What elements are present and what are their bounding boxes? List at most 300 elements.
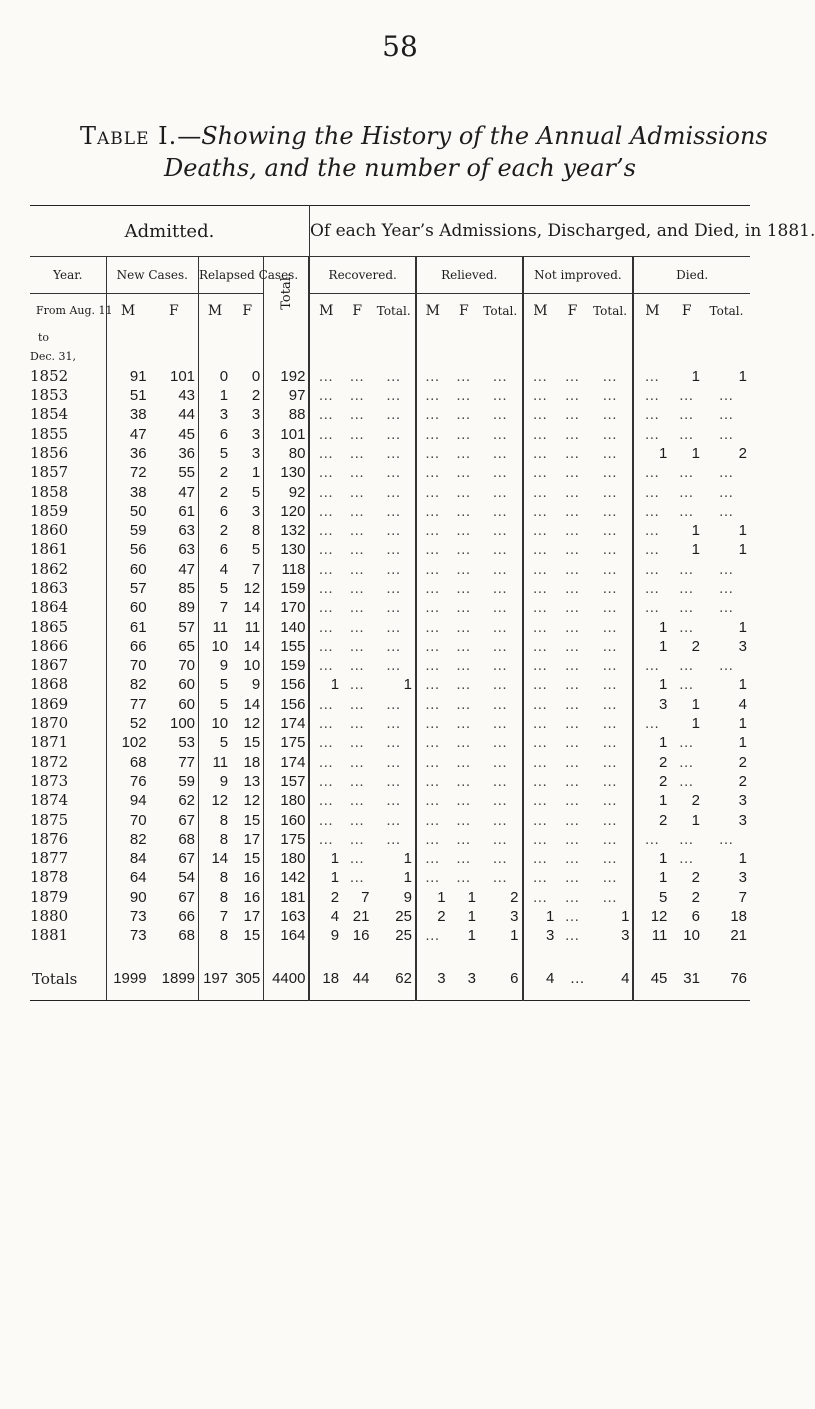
cell-total-admitted: 159 bbox=[264, 656, 310, 675]
page-number: 58 bbox=[382, 30, 418, 63]
cell-new-m: 68 bbox=[106, 753, 149, 772]
cell-new-f: 70 bbox=[178, 657, 196, 675]
table-row bbox=[30, 849, 750, 868]
cell-died-m: … bbox=[633, 502, 670, 521]
cell-year: 1872 bbox=[30, 752, 69, 771]
cell-relapsed-f: 7 bbox=[251, 560, 261, 578]
cell-relapsed-m: 8 bbox=[199, 830, 232, 849]
table-label: Table I. bbox=[80, 122, 178, 150]
cell-recovered-total: … bbox=[385, 830, 402, 848]
cell-relapsed-f: 11 bbox=[244, 618, 261, 636]
table-row bbox=[30, 521, 750, 540]
totals-relieved-f: 3 bbox=[449, 958, 479, 1001]
cell-recovered-f: … bbox=[349, 483, 366, 501]
cell-recovered-total: … bbox=[385, 483, 402, 501]
cell-recovered-m: … bbox=[309, 560, 342, 579]
cell-not-improved-total: … bbox=[602, 560, 619, 578]
cell-died-f: … bbox=[678, 387, 695, 405]
cell-recovered-f: … bbox=[349, 657, 366, 675]
cell-not-improved-f: … bbox=[564, 927, 581, 945]
cell-relieved-f: … bbox=[455, 772, 472, 790]
totals-relieved-total: 6 bbox=[479, 958, 522, 1001]
cell-new-f: 43 bbox=[178, 387, 196, 405]
cell-relapsed-m: 2 bbox=[199, 521, 232, 540]
cell-new-f: 63 bbox=[178, 541, 196, 559]
cell-not-improved-f: … bbox=[564, 637, 581, 655]
cell-died-total: 1 bbox=[738, 734, 747, 752]
cell-relieved-m: … bbox=[416, 560, 449, 579]
cell-died-total: 2 bbox=[738, 772, 747, 790]
cell-relieved-m: … bbox=[416, 926, 449, 945]
cell-recovered-m: 9 bbox=[309, 926, 342, 945]
totals-relapsed-m: 197 bbox=[199, 958, 232, 1001]
cell-relieved-m: … bbox=[416, 367, 449, 386]
cell-died-f: 2 bbox=[691, 792, 700, 810]
cell-new-m: 76 bbox=[106, 772, 149, 791]
cell-relieved-m: … bbox=[416, 772, 449, 791]
totals-died-f: 31 bbox=[670, 958, 703, 1001]
cell-not-improved-f: … bbox=[564, 444, 581, 462]
title-text-line1: Showing the History of the Annual Admissions bbox=[201, 122, 768, 150]
cell-total-admitted: 160 bbox=[264, 810, 310, 829]
cell-relieved-m: … bbox=[416, 386, 449, 405]
cell-relieved-f: … bbox=[455, 695, 472, 713]
cell-not-improved-m: … bbox=[523, 482, 558, 501]
cell-year: 1874 bbox=[30, 791, 69, 810]
cell-recovered-total: … bbox=[385, 772, 402, 790]
cell-new-m: 73 bbox=[106, 926, 149, 945]
cell-new-f: 89 bbox=[178, 599, 196, 617]
cell-relapsed-f: 10 bbox=[243, 657, 261, 675]
cell-recovered-f: … bbox=[349, 541, 366, 559]
cell-new-m: 91 bbox=[106, 367, 149, 386]
cell-relieved-m: … bbox=[416, 714, 449, 733]
cell-not-improved-m: … bbox=[523, 598, 558, 617]
totals-label: Totals bbox=[30, 958, 106, 1001]
cell-died-m: … bbox=[633, 598, 670, 617]
cell-recovered-m: … bbox=[309, 463, 342, 482]
cell-new-m: 70 bbox=[106, 656, 149, 675]
totals-died-total: 76 bbox=[703, 958, 750, 1001]
cell-not-improved-total: … bbox=[602, 715, 619, 733]
cell-relieved-m: … bbox=[416, 637, 449, 656]
relapsed-cases-header: Relapsed Cases. bbox=[199, 257, 264, 294]
cell-relieved-m: … bbox=[416, 753, 449, 772]
cell-relieved-total: … bbox=[492, 580, 509, 597]
cell-relieved-m: … bbox=[416, 482, 449, 501]
cell-year: 1854 bbox=[30, 405, 69, 424]
cell-year: 1862 bbox=[30, 559, 69, 578]
relapsed-f-header: F bbox=[231, 294, 264, 329]
cell-relieved-total: … bbox=[492, 560, 509, 578]
cell-recovered-f: … bbox=[349, 580, 366, 597]
recovered-total-header: Total. bbox=[372, 294, 415, 329]
cell-new-m: 102 bbox=[106, 733, 149, 752]
cell-relapsed-m: 6 bbox=[199, 540, 232, 559]
cell-new-f: 68 bbox=[178, 927, 196, 945]
cell-new-m: 61 bbox=[106, 617, 149, 636]
totals-total-admitted: 4400 bbox=[264, 958, 310, 1001]
cell-not-improved-m: … bbox=[523, 424, 558, 443]
cell-year: 1861 bbox=[30, 540, 69, 559]
cell-not-improved-f: … bbox=[564, 425, 581, 443]
cell-relapsed-f: 14 bbox=[243, 599, 261, 617]
cell-not-improved-m: … bbox=[523, 675, 558, 694]
cell-not-improved-f: … bbox=[564, 753, 581, 771]
cell-recovered-f: … bbox=[349, 811, 366, 829]
cell-recovered-m: … bbox=[309, 810, 342, 829]
cell-died-m: 2 bbox=[633, 753, 670, 772]
cell-not-improved-f: … bbox=[564, 792, 581, 810]
table-row bbox=[30, 753, 750, 772]
cell-relapsed-f: 3 bbox=[251, 444, 261, 462]
cell-relieved-f: … bbox=[455, 850, 472, 868]
cell-not-improved-total: … bbox=[602, 753, 619, 771]
cell-year: 1865 bbox=[30, 617, 69, 636]
cell-relieved-m: … bbox=[416, 675, 449, 694]
cell-recovered-total: … bbox=[385, 580, 402, 597]
cell-not-improved-total: … bbox=[602, 483, 619, 501]
cell-died-total: … bbox=[718, 425, 735, 443]
cell-recovered-f: … bbox=[349, 406, 366, 424]
cell-relieved-total: 1 bbox=[510, 927, 519, 945]
cell-relapsed-f: 17 bbox=[243, 830, 261, 848]
cell-new-f: 63 bbox=[178, 522, 196, 540]
cell-died-m: … bbox=[633, 405, 670, 424]
recovered-f-header: F bbox=[342, 294, 372, 329]
cell-recovered-m: … bbox=[309, 830, 342, 849]
cell-relapsed-f: 15 bbox=[243, 850, 261, 868]
cell-relieved-total: … bbox=[492, 425, 509, 443]
cell-not-improved-f: … bbox=[564, 599, 581, 617]
cell-relieved-f: … bbox=[455, 753, 472, 771]
cell-relapsed-f: 17 bbox=[243, 908, 261, 926]
cell-relieved-total: 2 bbox=[510, 888, 519, 906]
cell-new-m: 73 bbox=[106, 907, 149, 926]
admissions-table-wrapper bbox=[30, 205, 815, 1001]
cell-recovered-total: … bbox=[385, 541, 402, 559]
cell-relieved-total: … bbox=[492, 444, 509, 462]
cell-relieved-total: … bbox=[492, 522, 509, 540]
not-improved-f-header: F bbox=[557, 294, 587, 329]
cell-relieved-total: … bbox=[492, 599, 509, 617]
cell-recovered-f: … bbox=[349, 599, 366, 617]
cell-recovered-f: … bbox=[349, 464, 366, 482]
cell-died-total: … bbox=[718, 580, 735, 597]
table-row bbox=[30, 926, 750, 945]
cell-relieved-total: … bbox=[492, 772, 509, 790]
cell-not-improved-f: … bbox=[564, 695, 581, 713]
cell-died-f: 1 bbox=[691, 522, 700, 540]
cell-new-f: 60 bbox=[178, 695, 196, 713]
cell-year: 1870 bbox=[30, 714, 69, 733]
cell-not-improved-total: … bbox=[602, 406, 619, 424]
cell-relieved-f: … bbox=[455, 367, 472, 385]
cell-relieved-f: … bbox=[455, 483, 472, 501]
cell-relieved-f: … bbox=[455, 869, 472, 887]
cell-died-m: … bbox=[633, 714, 670, 733]
cell-new-m: 52 bbox=[106, 714, 149, 733]
cell-relapsed-m: 10 bbox=[199, 714, 232, 733]
cell-died-total: 1 bbox=[738, 522, 747, 540]
cell-relieved-total: … bbox=[492, 792, 509, 810]
cell-died-m: 11 bbox=[633, 926, 670, 945]
cell-relapsed-f: 8 bbox=[251, 522, 261, 540]
cell-relieved-m: … bbox=[416, 830, 449, 849]
cell-new-f: 54 bbox=[178, 869, 196, 887]
cell-year: 1868 bbox=[30, 675, 69, 694]
cell-new-f: 55 bbox=[178, 464, 196, 482]
cell-relieved-m: … bbox=[416, 540, 449, 559]
cell-not-improved-m: … bbox=[523, 405, 558, 424]
cell-died-f: … bbox=[678, 850, 695, 868]
cell-relapsed-m: 8 bbox=[199, 868, 232, 887]
table-row bbox=[30, 791, 750, 810]
cell-died-f: … bbox=[678, 464, 695, 482]
cell-died-f: 1 bbox=[691, 695, 700, 713]
cell-year: 1876 bbox=[30, 829, 69, 848]
cell-new-f: 77 bbox=[178, 753, 196, 771]
cell-died-total: … bbox=[718, 483, 735, 501]
cell-total-admitted: 174 bbox=[264, 753, 310, 772]
cell-not-improved-f: … bbox=[564, 580, 581, 597]
from-aug-label: From Aug. 11 bbox=[30, 294, 106, 329]
cell-died-m: 1 bbox=[633, 868, 670, 887]
cell-not-improved-m: … bbox=[523, 772, 558, 791]
cell-new-m: 70 bbox=[106, 810, 149, 829]
cell-recovered-f: 16 bbox=[352, 927, 370, 945]
cell-recovered-m: … bbox=[309, 637, 342, 656]
cell-not-improved-m: … bbox=[523, 733, 558, 752]
cell-relapsed-m: 2 bbox=[199, 482, 232, 501]
cell-relieved-f: … bbox=[455, 580, 472, 597]
cell-not-improved-m: … bbox=[523, 579, 558, 598]
cell-relapsed-f: 15 bbox=[243, 811, 261, 829]
cell-relapsed-f: 1 bbox=[251, 464, 261, 482]
cell-relieved-m: … bbox=[416, 849, 449, 868]
cell-not-improved-total: … bbox=[602, 772, 619, 790]
table-row bbox=[30, 617, 750, 636]
cell-recovered-total: … bbox=[385, 715, 402, 733]
cell-recovered-m: … bbox=[309, 405, 342, 424]
cell-died-m: … bbox=[633, 463, 670, 482]
table-row bbox=[30, 695, 750, 714]
totals-row bbox=[30, 958, 750, 1001]
cell-not-improved-m: … bbox=[523, 753, 558, 772]
cell-relieved-f: … bbox=[455, 599, 472, 617]
cell-relieved-total: … bbox=[492, 502, 509, 520]
cell-relieved-total: … bbox=[492, 406, 509, 424]
table-row bbox=[30, 598, 750, 617]
relieved-header: Relieved. bbox=[416, 257, 523, 294]
cell-relieved-f: … bbox=[455, 541, 472, 559]
cell-relapsed-m: 1 bbox=[199, 386, 232, 405]
dec-label: Dec. 31, bbox=[30, 350, 76, 364]
not-improved-header: Not improved. bbox=[523, 257, 634, 294]
cell-new-m: 57 bbox=[106, 579, 149, 598]
cell-relieved-total: … bbox=[492, 869, 509, 887]
cell-recovered-m: … bbox=[309, 733, 342, 752]
cell-not-improved-total: … bbox=[602, 869, 619, 887]
cell-relieved-total: … bbox=[492, 618, 509, 636]
cell-total-admitted: 180 bbox=[264, 791, 310, 810]
cell-relieved-f: … bbox=[455, 406, 472, 424]
cell-not-improved-m: 1 bbox=[523, 907, 558, 926]
cell-recovered-f: … bbox=[349, 425, 366, 443]
cell-new-f: 36 bbox=[178, 444, 196, 462]
cell-new-m: 90 bbox=[106, 888, 149, 907]
cell-not-improved-total: … bbox=[602, 637, 619, 655]
totals-relieved-m: 3 bbox=[416, 958, 449, 1001]
cell-recovered-m: … bbox=[309, 540, 342, 559]
cell-relapsed-m: 6 bbox=[199, 424, 232, 443]
cell-recovered-total: … bbox=[385, 695, 402, 713]
cell-not-improved-f: … bbox=[564, 676, 581, 694]
cell-died-m: … bbox=[633, 579, 670, 598]
cell-relapsed-f: 3 bbox=[251, 502, 261, 520]
cell-year: 1878 bbox=[30, 868, 69, 887]
cell-relieved-total: … bbox=[492, 637, 509, 655]
cell-died-m: … bbox=[633, 482, 670, 501]
cell-died-m: 2 bbox=[633, 810, 670, 829]
cell-not-improved-m: … bbox=[523, 560, 558, 579]
cell-recovered-f: … bbox=[349, 792, 366, 810]
cell-died-f: … bbox=[678, 657, 695, 675]
cell-died-f: … bbox=[678, 425, 695, 443]
cell-total-admitted: 92 bbox=[264, 482, 310, 501]
cell-new-m: 38 bbox=[106, 405, 149, 424]
cell-relapsed-f: 12 bbox=[243, 792, 261, 810]
cell-not-improved-total: … bbox=[602, 811, 619, 829]
cell-not-improved-m: … bbox=[523, 502, 558, 521]
table-row bbox=[30, 424, 750, 443]
cell-total-admitted: 174 bbox=[264, 714, 310, 733]
table-row bbox=[30, 714, 750, 733]
year-header: Year. bbox=[53, 268, 83, 282]
cell-relapsed-m: 9 bbox=[199, 772, 232, 791]
cell-new-f: 100 bbox=[169, 715, 196, 733]
table-title-line1 bbox=[80, 122, 800, 150]
cell-not-improved-m: … bbox=[523, 849, 558, 868]
cell-died-total: … bbox=[718, 464, 735, 482]
total-vertical-label: Total. bbox=[278, 272, 294, 310]
relieved-total-header: Total. bbox=[479, 294, 522, 329]
cell-recovered-total: … bbox=[385, 734, 402, 752]
cell-not-improved-f: … bbox=[564, 888, 581, 906]
cell-relapsed-m: 8 bbox=[199, 810, 232, 829]
cell-not-improved-m: … bbox=[523, 868, 558, 887]
cell-died-f: 1 bbox=[691, 811, 700, 829]
cell-died-total: … bbox=[718, 599, 735, 617]
cell-new-f: 47 bbox=[178, 483, 196, 501]
cell-new-f: 67 bbox=[178, 850, 196, 868]
cell-year: 1857 bbox=[30, 463, 69, 482]
cell-new-m: 72 bbox=[106, 463, 149, 482]
cell-died-f: 1 bbox=[691, 444, 700, 462]
cell-died-m: … bbox=[633, 424, 670, 443]
cell-died-f: 6 bbox=[691, 908, 700, 926]
cell-recovered-total: … bbox=[385, 599, 402, 617]
cell-died-f: … bbox=[678, 502, 695, 520]
cell-total-admitted: 156 bbox=[264, 675, 310, 694]
cell-died-total: 21 bbox=[730, 927, 747, 945]
cell-not-improved-m: 3 bbox=[523, 926, 558, 945]
cell-recovered-total: … bbox=[385, 560, 402, 578]
cell-not-improved-f: … bbox=[564, 618, 581, 636]
cell-died-f: … bbox=[678, 753, 695, 771]
cell-relieved-m: … bbox=[416, 598, 449, 617]
cell-new-f: 60 bbox=[178, 676, 196, 694]
not-improved-total-header: Total. bbox=[588, 294, 634, 329]
cell-recovered-m: 1 bbox=[309, 868, 342, 887]
cell-relieved-total: … bbox=[492, 695, 509, 713]
cell-not-improved-m: … bbox=[523, 617, 558, 636]
table-title-line2: Deaths, and the number of each year’s bbox=[164, 154, 636, 182]
cell-not-improved-total: … bbox=[602, 676, 619, 694]
table-row bbox=[30, 830, 750, 849]
cell-relapsed-f: 12 bbox=[243, 715, 261, 733]
cell-relieved-m: … bbox=[416, 868, 449, 887]
cell-total-admitted: 155 bbox=[264, 637, 310, 656]
cell-recovered-f: 21 bbox=[352, 908, 370, 926]
cell-not-improved-total: … bbox=[602, 888, 619, 906]
cell-new-f: 57 bbox=[178, 618, 196, 636]
cell-relieved-m: … bbox=[416, 502, 449, 521]
cell-relapsed-f: 18 bbox=[243, 753, 261, 771]
cell-relapsed-m: 11 bbox=[199, 617, 232, 636]
cell-total-admitted: 130 bbox=[264, 540, 310, 559]
cell-recovered-m: … bbox=[309, 482, 342, 501]
cell-recovered-total: … bbox=[385, 425, 402, 443]
cell-relieved-m: … bbox=[416, 617, 449, 636]
cell-total-admitted: 132 bbox=[264, 521, 310, 540]
cell-not-improved-m: … bbox=[523, 540, 558, 559]
cell-relieved-f: … bbox=[455, 830, 472, 848]
cell-recovered-f: … bbox=[349, 676, 366, 694]
cell-recovered-f: … bbox=[349, 618, 366, 636]
cell-not-improved-m: … bbox=[523, 656, 558, 675]
discharged-group-header: Of each Year’s Admissions, Discharged, and Died, in 1881. bbox=[309, 206, 750, 257]
cell-not-improved-f: … bbox=[564, 657, 581, 675]
cell-new-m: 36 bbox=[106, 444, 149, 463]
cell-died-m: 1 bbox=[633, 791, 670, 810]
cell-died-total: … bbox=[718, 657, 735, 675]
cell-relapsed-f: 12 bbox=[243, 580, 261, 597]
table-row bbox=[30, 367, 750, 386]
cell-relapsed-f: 14 bbox=[243, 695, 261, 713]
cell-year: 1875 bbox=[30, 810, 69, 829]
died-total-header: Total. bbox=[703, 294, 750, 329]
cell-not-improved-total: … bbox=[602, 695, 619, 713]
cell-relieved-f: … bbox=[455, 618, 472, 636]
cell-total-admitted: 120 bbox=[264, 502, 310, 521]
cell-died-m: 1 bbox=[633, 444, 670, 463]
table-row bbox=[30, 868, 750, 887]
cell-total-admitted: 157 bbox=[264, 772, 310, 791]
cell-relieved-f: … bbox=[455, 637, 472, 655]
cell-relapsed-f: 2 bbox=[251, 387, 261, 405]
cell-not-improved-m: … bbox=[523, 888, 558, 907]
cell-recovered-m: … bbox=[309, 695, 342, 714]
cell-recovered-total: … bbox=[385, 753, 402, 771]
table-row bbox=[30, 907, 750, 926]
cell-total-admitted: 164 bbox=[264, 926, 310, 945]
cell-relapsed-m: 8 bbox=[199, 926, 232, 945]
cell-relieved-f: … bbox=[455, 676, 472, 694]
cell-recovered-m: … bbox=[309, 444, 342, 463]
cell-year: 1852 bbox=[30, 366, 69, 385]
cell-died-total: 18 bbox=[730, 908, 747, 926]
